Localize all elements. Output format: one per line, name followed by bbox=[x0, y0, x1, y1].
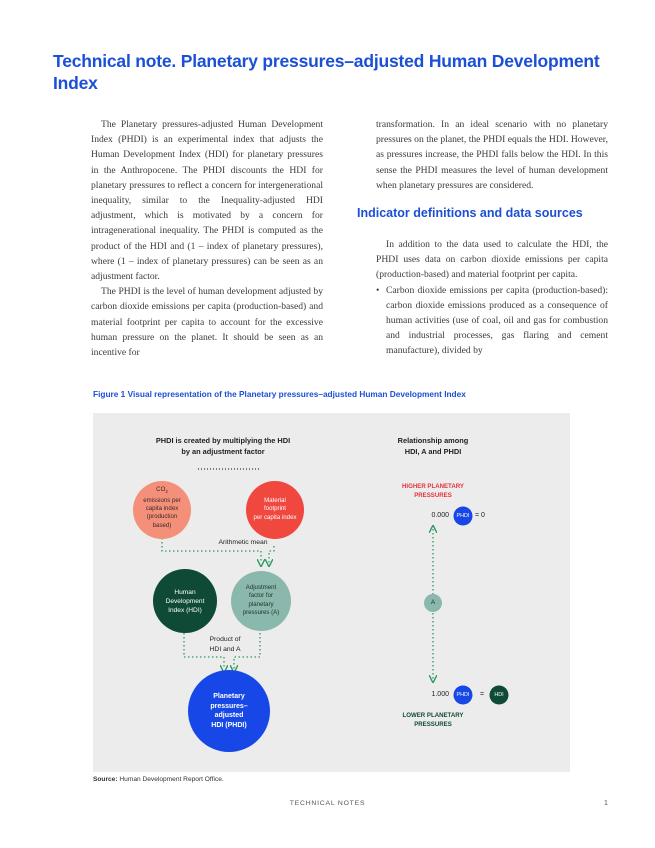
figure-panel bbox=[93, 413, 570, 772]
adjustment-label: Adjustment factor for planetary pressures (A) bbox=[242, 584, 280, 617]
right-column bbox=[357, 117, 608, 359]
co2-label: $CO_2$ emissions per capita index (production based) bbox=[143, 486, 181, 529]
source-note bbox=[93, 776, 224, 783]
phdi-label: Planetary pressures– adjusted HDI (PHDI) bbox=[210, 693, 248, 729]
hdi-label: Human Development Index (HDI) bbox=[165, 589, 205, 614]
footer-title: TECHNICAL NOTES bbox=[289, 800, 366, 807]
section-heading: Indicator definitions and data sources bbox=[357, 206, 583, 221]
figure-caption: Figure 1 Visual representation of the Planetary pressures–adjusted Human Development Index bbox=[93, 389, 466, 399]
higher-pressures-label: HIGHER PLANETARY PRESSURES bbox=[402, 483, 464, 499]
connector-co2 bbox=[162, 530, 261, 563]
bullet-text: Carbon dioxide emissions per capita (production-based): carbon dioxide emissions produced as a consequence of human activities (use of coal, oil and gas for combustion and industrial processes, gas flaring and cement manufacture), divided by bbox=[386, 284, 608, 357]
paragraph: The Planetary pressures-adjusted Human Development Index (PHDI) is an experimental index that adjusts the Human Development Index (HDI) for planetary pressures in the Anthropocene. The PHDI discounts the HDI for planetary pressures to reflect a concern for intergenerational inequality, similar to the Inequality-adjusted HDI adjustment, which is motivated by a concern for intragenerational inequality. The PHDI is computed as the product of the HDI and (1 – index of planetary pressures), where (1 – index of planetary pressures) can be seen as an adjustment factor. bbox=[91, 119, 323, 283]
lower-pressures-label: LOWER PLANETARY PRESSURES bbox=[402, 712, 464, 728]
material-label: Material footprint per capita index bbox=[253, 497, 297, 521]
left-heading: PHDI is created by multiplying the HDI by an adjustment factor bbox=[155, 436, 291, 456]
arithmetic-mean-label: Arithmetic mean bbox=[193, 539, 293, 546]
top-phdi-text: PHDI bbox=[456, 513, 470, 519]
paragraph: In addition to the data used to calculate the HDI, the PHDI uses data on carbon dioxide emissions per capita (production-based) and material footprint per capita. bbox=[376, 239, 608, 281]
left-column bbox=[91, 117, 323, 360]
bullet-symbol: • bbox=[376, 284, 380, 296]
source-text: Human Development Report Office. bbox=[119, 776, 224, 783]
bottom-equals: = bbox=[479, 691, 485, 698]
paragraph: The PHDI is the level of human development adjusted by carbon dioxide emissions per capita (production-based) and material footprint per capita to account for the excessive human pressure on the planet. It should be seen as an incentive for bbox=[91, 286, 323, 359]
paragraph: transformation. In an ideal scenario with no planetary pressures on the planet, the PHDI equals the HDI. However, as pressures increase, the PHDI falls below the HDI. In this sense the PHDI measures the level of human development when planetary pressures are considered. bbox=[376, 119, 608, 191]
top-value: 0.000 bbox=[431, 512, 449, 519]
bullet-item bbox=[376, 283, 608, 359]
product-label: Product of HDI and A bbox=[209, 636, 241, 653]
bottom-hdi-text: HDI bbox=[494, 692, 504, 698]
page-number: 1 bbox=[604, 800, 608, 807]
top-equals: = 0 bbox=[475, 512, 485, 519]
page-title: Technical note. Planetary pressures–adjusted Human Development Index bbox=[53, 51, 600, 93]
right-heading: Relationship among HDI, A and PHDI bbox=[397, 436, 469, 456]
a-text: A bbox=[430, 599, 436, 606]
bottom-value: 1.000 bbox=[431, 691, 449, 698]
source-label: Source: bbox=[93, 776, 118, 783]
bottom-phdi-text: PHDI bbox=[456, 692, 470, 698]
